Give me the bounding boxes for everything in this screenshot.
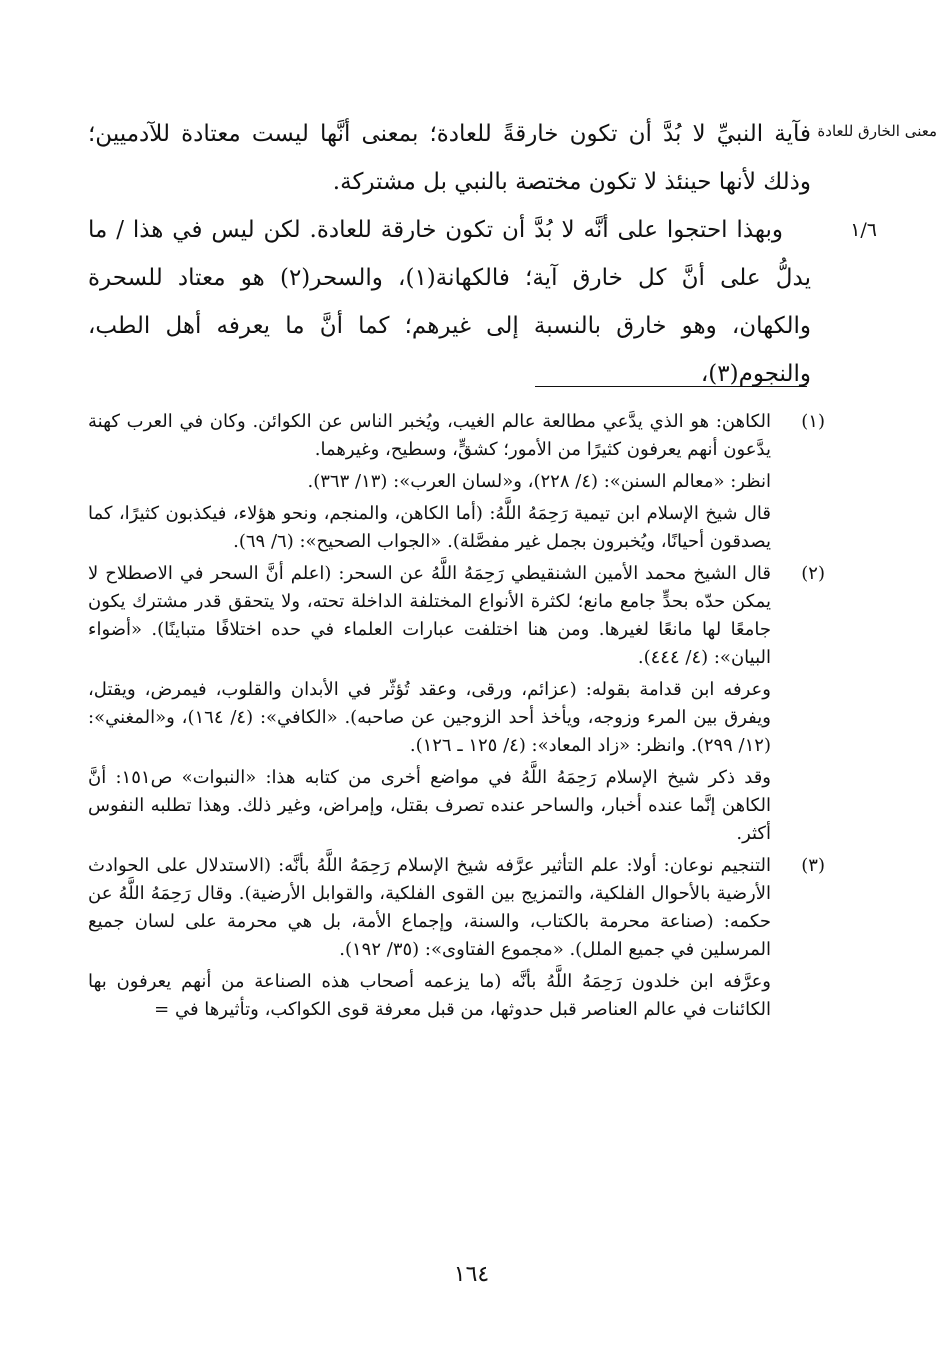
footnote-paragraph: الكاهن: هو الذي يدَّعي مطالعة عالم الغيب، ويُخبر الناس عن الكوائن. وكان في العرب كهنة يدَّعون أنهم يعرفون كثيرًا من الأمور؛ كشقٍّ، وسطيح، وغيرهما. <box>88 411 771 460</box>
footnote-paragraph: قال الشيخ محمد الأمين الشنقيطي رَحِمَهُ اللَّهُ عن السحر: (اعلم أنَّ السحر في الاصطلاح لا يمكن حدّه بحدٍّ جامع مانع؛ لكثرة الأنواع المختلفة الداخلة تحته، ولا يتحقق قدر مشترك يكون جامعًا لها مانعًا لغيرها. ومن هنا اختلفت عبارات العلماء في حده اختلافًا متباينًا). «أضواء البيان»: (٤/ ٤٤٤). <box>88 563 771 668</box>
footnote-paragraph: التنجيم نوعان: أولا: علم التأثير عرَّفه شيخ الإسلام رَحِمَهُ اللَّهُ بأنَّه: (الاستدلال على الحوادث الأرضية بالأحوال الفلكية، والتمزيج بين القوى الفلكية، والقوابل الأرضية). وقال رَحِمَهُ اللَّهُ عن حكمه: (صناعة محرمة بالكتاب، والسنة، وإجماع الأمة، بل هي محرمة على لسان جميع المرسلين في جميع الملل). «مجموع الفتاوى»: (٣٥/ ١٩٢). <box>88 855 771 960</box>
footnote-paragraph: وقد ذكر شيخ الإسلام رَحِمَهُ اللَّهُ في مواضع أخرى من كتابه هذا: «النبوات» ص١٥١: أنَّ الكاهن إنَّما عنده أخبار، والساحر عنده تصرف بقتل، وإمراض، وغير ذلك. وهذا تطلبه النفوس أكثر. <box>88 767 771 844</box>
footnotes <box>88 408 825 1028</box>
main-paragraph: فآية النبيِّ لا بُدَّ أن تكون خارقةً للعادة؛ بمعنى أنَّها ليست معتادة للآدميين؛ وذلك لأنها حينئذ لا تكون مختصة بالنبي بل مشتركة. <box>88 121 811 195</box>
footnote-paragraph: انظر: «معالم السنن»: (٤/ ٢٢٨)، و«لسان العرب»: (١٣/ ٣٦٣). <box>307 471 771 492</box>
margin-heading: معنى الخارق للعادة <box>817 122 937 140</box>
footnote-paragraph: وعرفه ابن قدامة بقوله: (عزائم، ورقى، وعقد تُؤثّر في الأبدان والقلوب، فيمرض، ويقتل، ويفرق بين المرء وزوجه، ويأخذ أحد الزوجين عن صاحبه). «الكافي»: (٤/ ١٦٤)، و«المغني»: (١٢/ ٢٩٩). وانظر: «زاد المعاد»: (٤/ ١٢٥ ـ ١٢٦). <box>88 679 771 756</box>
footnote-3 <box>88 852 825 1024</box>
footnote-number: (٢) <box>801 563 825 584</box>
footnote-paragraph: قال شيخ الإسلام ابن تيمية رَحِمَهُ اللَّهُ: (أما الكاهن، والمنجم، ونحو هؤلاء، فيكذبون كثيرًا، كما يصدقون أحيانًا، ويُخبرون بجمل غير مفصَّلة). «الجواب الصحيح»: (٦/ ٦٩). <box>88 503 771 552</box>
footnote-2 <box>88 560 825 848</box>
footnote-1 <box>88 408 825 556</box>
footnote-number: (١) <box>801 411 825 432</box>
main-text <box>88 110 811 398</box>
main-paragraph: وبهذا احتجوا على أنَّه لا بُدَّ أن تكون خارقة للعادة. لكن ليس في هذا / ما يدلُّ على أنَّ كل خارق آية؛ فالكهانة(١)، والسحر(٢) هو معتاد للسحرة والكهان، وهو خارق بالنسبة إلى غيرهم؛ كما أنَّ ما يعرفه أهل الطب، والنجوم(٣)، <box>88 217 811 387</box>
footnote-number: (٣) <box>801 855 825 876</box>
footnote-separator <box>535 386 807 387</box>
footnote-paragraph: وعرَّفه ابن خلدون رَحِمَهُ اللَّهُ بأنَّه (ما يزعمه أصحاب هذه الصناعة من أنهم يعرفون بها الكائنات في عالم العناصر قبل حدوثها، من قبل معرفة قوى الكواكب، وتأثيرها في = <box>88 971 771 1020</box>
page-number: ١٦٤ <box>453 1262 490 1287</box>
margin-page-reference: ١/٦ <box>850 219 877 241</box>
